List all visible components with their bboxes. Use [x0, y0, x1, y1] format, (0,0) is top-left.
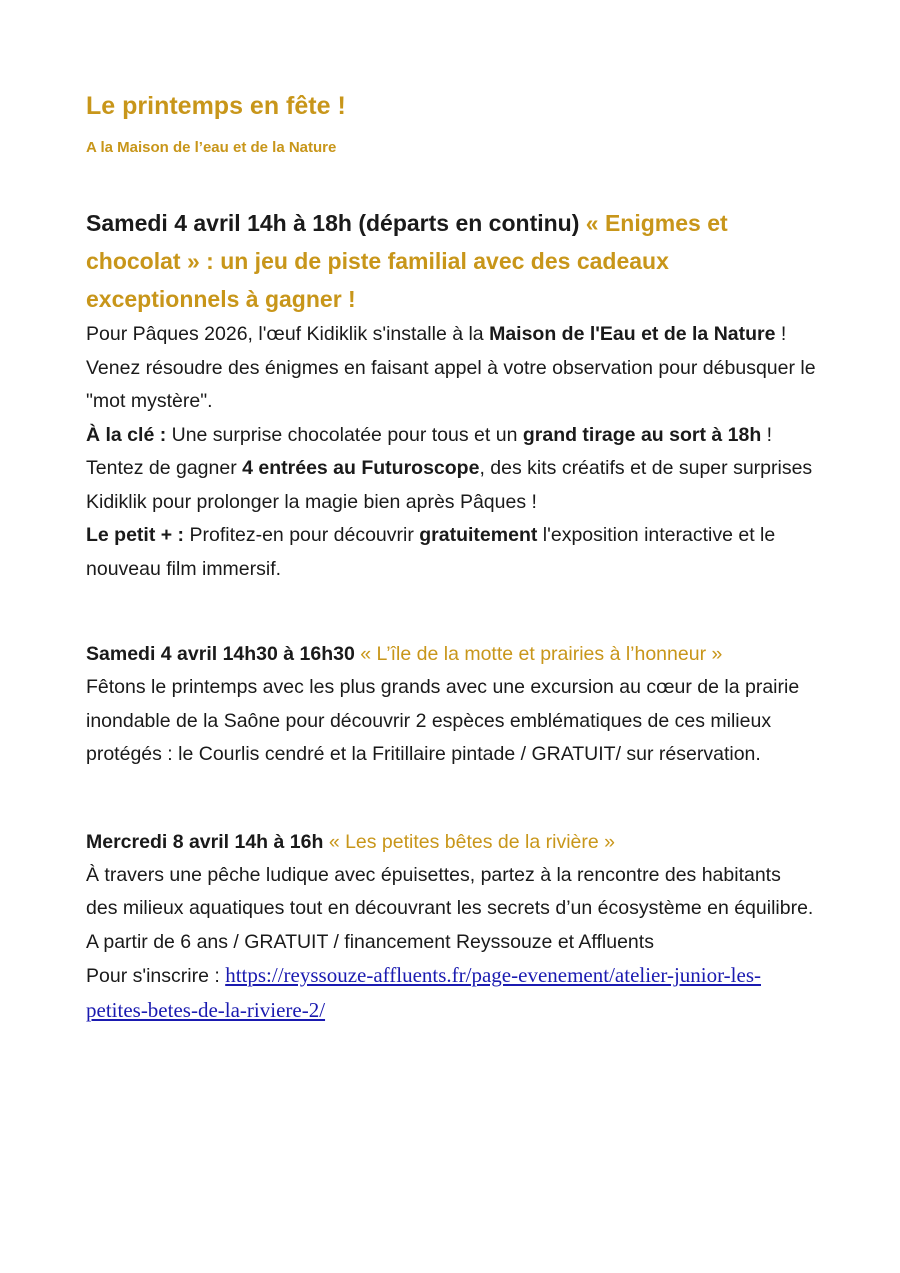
- event1-paragraph-1: [86, 318, 816, 419]
- event2-paragraph-1: Fêtons le printemps avec les plus grands avec une excursion au cœur de la prairie inondable de la Saône pour découvrir 2 espèces emblématiques de ces milieux protégés : le Courlis cendré et la Fritillaire pintade / GRATUIT/ sur réservation.: [86, 676, 800, 765]
- event3-heading: [86, 826, 816, 859]
- event3-paragraph-2: A partir de 6 ans / GRATUIT / financement Reyssouze et Affluents: [86, 930, 654, 953]
- document-page: [86, 86, 816, 1028]
- event3-register-prefix: Pour s'inscrire :: [86, 965, 226, 987]
- event1-heading: [86, 204, 816, 318]
- event3-paragraph-3: [86, 959, 816, 1028]
- event1-p1-text-1: Pour Pâques 2026, l'œuf Kidiklik s'installe à la: [86, 323, 490, 345]
- event1-p3-bold-2: gratuitement: [419, 524, 538, 546]
- event1-p2-bold-3: 4 entrées au Futuroscope: [242, 457, 480, 479]
- event1-date: Samedi 4 avril 14h à 18h (départs en continu): [86, 210, 580, 236]
- event1-p1-text-2: ! Venez résoudre des énigmes en faisant appel à votre observation pour débusquer le "mot mystère".: [86, 323, 816, 412]
- event1-p1-bold-1: Maison de l'Eau et de la Nature: [489, 323, 776, 345]
- event1-p2-bold-2: grand tirage au sort à 18h: [522, 423, 762, 446]
- event1-paragraph-3: [86, 519, 816, 586]
- event1-p3-bold-1: Le petit + :: [86, 524, 185, 546]
- event3-date: Mercredi 8 avril 14h à 16h: [86, 830, 324, 853]
- registration-link[interactable]: https://reyssouze-affluents.fr/page-evenement/atelier-junior-les-petites-betes-de-la-riviere-2/: [86, 963, 761, 1022]
- event3-title: « Les petites bêtes de la rivière »: [328, 830, 615, 853]
- event2-title: « L’île de la motte et prairies à l’honneur »: [360, 643, 723, 665]
- event2-heading: [86, 638, 816, 671]
- event1-title: « Enigmes et chocolat » : un jeu de piste familial avec des cadeaux exceptionnels à gagner !: [86, 210, 728, 312]
- event1-p3-text-1: Profitez-en pour découvrir: [184, 524, 420, 546]
- event1-p2-bold-1: À la clé :: [86, 423, 167, 446]
- event1-p2-text-2: ! Tentez de gagner: [86, 423, 773, 479]
- event3-paragraph-1: À travers une pêche ludique avec épuisettes, partez à la rencontre des habitants des milieux aquatiques tout en découvrant les secrets d’un écosystème en équilibre.: [86, 863, 814, 919]
- page-title: Le printemps en fête !: [86, 92, 346, 120]
- event2-date: Samedi 4 avril 14h30 à 16h30: [86, 643, 355, 665]
- event1-p2-text-1: Une surprise chocolatée pour tous et un: [166, 423, 523, 446]
- page-subtitle: A la Maison de l’eau et de la Nature: [86, 139, 337, 156]
- event1-paragraph-2: [86, 419, 816, 520]
- event1-p2-text-3: , des kits créatifs et de super surprises Kidiklik pour prolonger la magie bien après Pâques !: [86, 457, 813, 513]
- event1-p3-text-2: l'exposition interactive et le nouveau film immersif.: [86, 524, 776, 580]
